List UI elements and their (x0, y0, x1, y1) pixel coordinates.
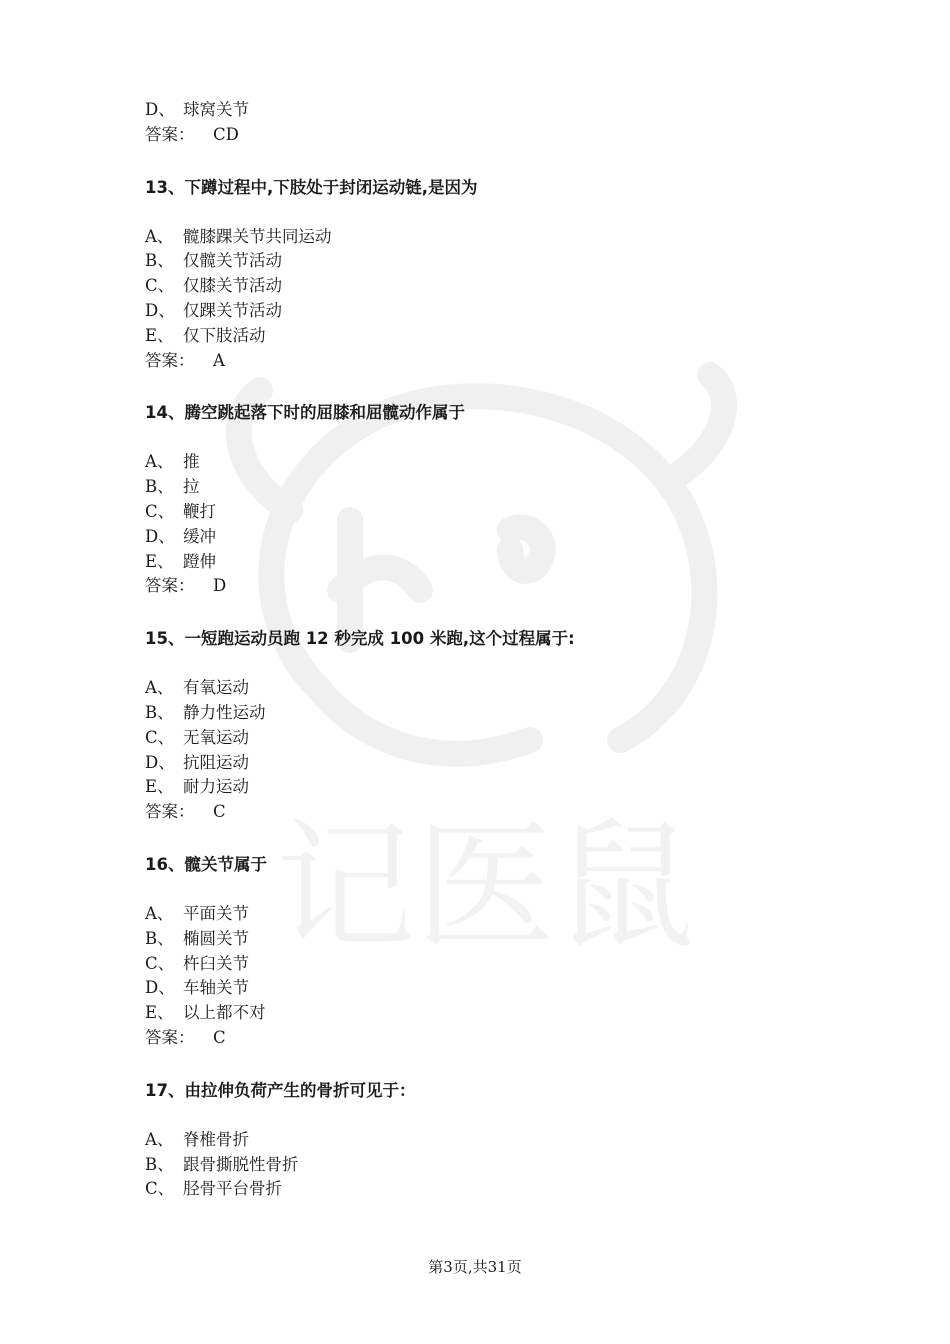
option-text: 鞭打 (183, 501, 216, 521)
answer-label: 答案： (145, 576, 195, 596)
option-row (145, 1177, 845, 1202)
option-text: 仅髋关节活动 (183, 251, 282, 271)
option-row (145, 324, 845, 349)
option-row (145, 927, 845, 952)
option-letter: E、 (145, 777, 174, 797)
option-row (145, 726, 845, 751)
option-row (145, 500, 845, 525)
option-text: 跟骨撕脱性骨折 (183, 1154, 299, 1174)
answer-row (145, 574, 845, 599)
option-letter: B、 (145, 928, 174, 948)
option-letter: C、 (145, 1179, 175, 1199)
option-text: 杵臼关节 (183, 953, 249, 973)
answer-label: 答案： (145, 1027, 195, 1047)
option-row (145, 550, 845, 575)
option-text: 球窝关节 (183, 100, 249, 119)
option-text: 以上都不对 (183, 1003, 266, 1023)
option-letter: B、 (145, 251, 174, 271)
option-letter: D、 (145, 752, 175, 772)
question-17 (145, 1079, 845, 1202)
option-text: 仅下肢活动 (183, 325, 266, 345)
option-text: 平面关节 (183, 903, 249, 923)
option-text: 静力性运动 (183, 702, 266, 722)
option-letter: A、 (145, 903, 174, 923)
question-15 (145, 627, 845, 825)
option-text: 推 (183, 452, 200, 472)
answer-value: A (213, 350, 225, 370)
exam-content (145, 98, 845, 1202)
option-letter: B、 (145, 702, 174, 722)
answer-value: CD (213, 124, 239, 144)
option-letter: E、 (145, 1003, 174, 1023)
option-letter: C、 (145, 276, 175, 296)
question-title: 13、下蹲过程中,下肢处于封闭运动链,是因为 (145, 177, 478, 197)
option-row (145, 902, 845, 927)
option-row (145, 450, 845, 475)
option-letter: C、 (145, 727, 175, 747)
answer-row (145, 800, 845, 825)
question-title: 16、髋关节属于 (145, 854, 267, 874)
option-letter: A、 (145, 678, 174, 698)
svg-text:记医鼠: 记医鼠 (275, 806, 696, 960)
option-letter: C、 (145, 501, 175, 521)
option-text: 抗阻运动 (183, 752, 249, 772)
answer-label: 答案： (145, 350, 195, 370)
answer-value: D (213, 576, 227, 596)
answer-label: 答案： (145, 802, 195, 822)
option-text: 仅踝关节活动 (183, 300, 282, 320)
option-letter: D、 (145, 300, 175, 320)
option-text: 髋膝踝关节共同运动 (183, 226, 332, 246)
option-text: 缓冲 (183, 526, 216, 546)
option-row (145, 1153, 845, 1178)
option-row (145, 525, 845, 550)
answer-value: C (213, 802, 226, 822)
option-letter: D、 (145, 526, 175, 546)
option-letter: E、 (145, 551, 174, 571)
option-row (145, 225, 845, 250)
option-text: 有氧运动 (183, 678, 249, 698)
answer-label: 答案： (145, 124, 195, 144)
option-letter: C、 (145, 953, 175, 973)
option-row (145, 249, 845, 274)
question-title: 17、由拉伸负荷产生的骨折可见于： (145, 1080, 416, 1100)
option-letter: D、 (145, 978, 175, 998)
option-text: 胫骨平台骨折 (183, 1179, 282, 1199)
option-text: 椭圆关节 (183, 928, 249, 948)
option-letter: A、 (145, 1129, 174, 1149)
answer-value: C (213, 1027, 226, 1047)
page-footer: 第3页,共31页 (428, 1258, 522, 1276)
option-row (145, 98, 845, 123)
option-text: 拉 (183, 477, 200, 497)
option-text: 蹬伸 (183, 551, 216, 571)
answer-row (145, 349, 845, 374)
option-text: 无氧运动 (183, 727, 249, 747)
option-text: 脊椎骨折 (183, 1129, 249, 1149)
option-row (145, 299, 845, 324)
option-letter: A、 (145, 452, 174, 472)
option-letter: E、 (145, 325, 174, 345)
option-row (145, 676, 845, 701)
option-text: 仅膝关节活动 (183, 276, 282, 296)
option-row (145, 1001, 845, 1026)
option-row (145, 751, 845, 776)
answer-row (145, 123, 845, 148)
option-row (145, 976, 845, 1001)
answer-row (145, 1026, 845, 1051)
option-letter: A、 (145, 226, 174, 246)
option-letter: B、 (145, 1154, 174, 1174)
option-row (145, 952, 845, 977)
option-text: 耐力运动 (183, 777, 249, 797)
option-letter: D、 (145, 100, 175, 119)
option-text: 车轴关节 (183, 978, 249, 998)
option-row (145, 1128, 845, 1153)
question-title: 15、一短跑运动员跑 12 秒完成 100 米跑,这个过程属于: (145, 629, 575, 649)
option-row (145, 475, 845, 500)
question-13 (145, 176, 845, 374)
question-14 (145, 401, 845, 599)
previous-question-tail (145, 98, 845, 148)
option-letter: B、 (145, 477, 174, 497)
option-row (145, 775, 845, 800)
option-row (145, 701, 845, 726)
question-title: 14、腾空跳起落下时的屈膝和屈髋动作属于 (145, 403, 465, 423)
question-16 (145, 853, 845, 1051)
option-row (145, 274, 845, 299)
